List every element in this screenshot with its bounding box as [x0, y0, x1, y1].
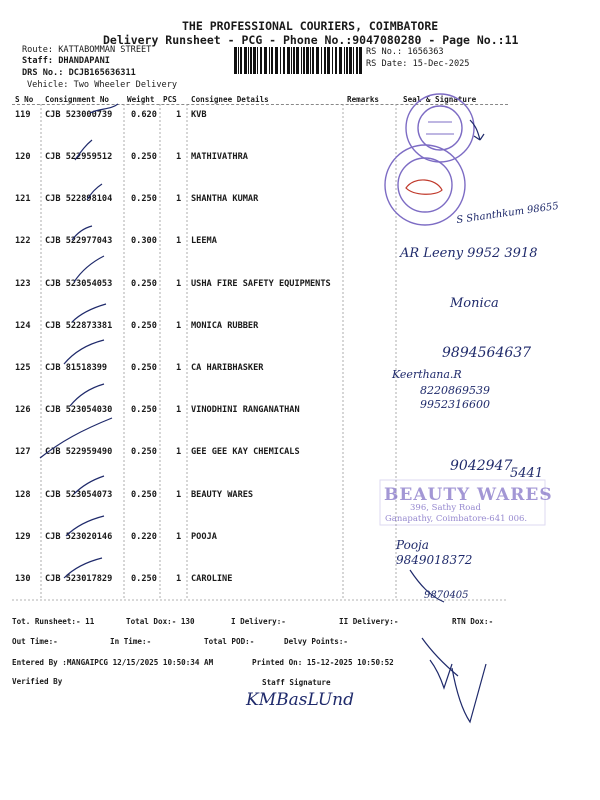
- col-consignee: Consignee Details: [191, 95, 269, 104]
- row-consignee: CA HARIBHASKER: [191, 363, 264, 373]
- signature-row-126b: 8220869539: [420, 384, 490, 397]
- row-consignee: BEAUTY WARES: [191, 490, 254, 500]
- entered-by: Entered By :MANGAIPCG 12/15/2025 10:50:34 AM: [12, 658, 214, 667]
- row-weight: 0.250: [131, 574, 157, 584]
- row-consignee: POOJA: [191, 532, 217, 542]
- row-weight: 0.220: [131, 532, 157, 542]
- row-pcs: 1: [176, 321, 182, 331]
- row-consignment: CJB 523054053: [45, 279, 113, 289]
- row-pcs: 1: [176, 363, 182, 373]
- row-consignment: CJB 523054073: [45, 490, 113, 500]
- row-sno: 125: [15, 363, 31, 373]
- signature-row-121: S Shanthkum 98655: [455, 200, 560, 227]
- row-consignee: MONICA RUBBER: [191, 321, 259, 331]
- signature-row-124: Monica: [450, 296, 499, 311]
- printed-on: Printed On: 15-12-2025 10:50:52: [252, 658, 394, 667]
- row-weight: 0.250: [131, 279, 157, 289]
- row-sno: 122: [15, 236, 31, 246]
- row-pcs: 1: [176, 279, 182, 289]
- total-dox: Total Dox:- 130: [126, 617, 195, 626]
- header-divider: [12, 104, 508, 105]
- row-weight: 0.250: [131, 490, 157, 500]
- signature-row-129a: Pooja: [396, 538, 429, 552]
- staff-signature: KMBasLUnd: [246, 690, 354, 710]
- staff-label: Staff: DHANDAPANI: [22, 56, 110, 66]
- row-pcs: 1: [176, 405, 182, 415]
- row-sno: 130: [15, 574, 31, 584]
- col-consignment: Consignment No: [45, 95, 110, 104]
- row-consignee: KVB: [191, 110, 207, 120]
- row-pcs: 1: [176, 574, 182, 584]
- route-label: Route: KATTABOMMAN STREET: [22, 45, 152, 55]
- signature-row-126c: 9952316600: [420, 398, 490, 411]
- row-consignee: MATHIVATHRA: [191, 152, 248, 162]
- row-weight: 0.250: [131, 363, 157, 373]
- vehicle-label: Vehicle: Two Wheeler Delivery: [27, 80, 178, 90]
- row-weight: 0.300: [131, 236, 157, 246]
- row-consignee: SHANTHA KUMAR: [191, 194, 259, 204]
- row-sno: 119: [15, 110, 31, 120]
- row-consignee: LEEMA: [191, 236, 217, 246]
- stamp-city: Ganapathy, Coimbatore-641 006.: [385, 514, 528, 524]
- delvy-points: Delvy Points:-: [284, 637, 349, 646]
- col-remarks: Remarks: [347, 95, 380, 104]
- row-consignee: GEE GEE KAY CHEMICALS: [191, 447, 300, 457]
- total-pod: Total POD:-: [204, 637, 255, 646]
- signature-row-130: 9870405: [424, 590, 469, 601]
- staff-signature-label: Staff Signature: [262, 678, 331, 687]
- row-consignee: CAROLINE: [191, 574, 233, 584]
- tot-runsheet: Tot. Runsheet:- 11: [12, 617, 95, 626]
- signature-row-125: 9894564637: [442, 345, 532, 361]
- row-sno: 128: [15, 490, 31, 500]
- page-title: THE PROFESSIONAL COURIERS, COIMBATORE: [182, 19, 439, 33]
- rtn-dox: RTN Dox:-: [452, 617, 494, 626]
- in-time: In Time:-: [110, 637, 152, 646]
- row-consignment: CJB 523054030: [45, 405, 113, 415]
- i-delivery: I Delivery:-: [231, 617, 286, 626]
- out-time: Out Time:-: [12, 637, 58, 646]
- row-pcs: 1: [176, 447, 182, 457]
- row-weight: 0.620: [131, 110, 157, 120]
- row-pcs: 1: [176, 236, 182, 246]
- rs-number: RS No.: 1656363: [366, 47, 444, 57]
- signature-row-122: AR Leeny 9952 3918: [400, 246, 538, 261]
- row-pcs: 1: [176, 532, 182, 542]
- col-seal-signature: Seal & Signature: [403, 95, 477, 104]
- row-consignment: CJB 522959512: [45, 152, 113, 162]
- row-consignment: CJB 81518399: [45, 363, 108, 373]
- row-sno: 121: [15, 194, 31, 204]
- row-pcs: 1: [176, 490, 182, 500]
- row-sno: 129: [15, 532, 31, 542]
- row-weight: 0.250: [131, 447, 157, 457]
- rs-date: RS Date: 15-Dec-2025: [366, 59, 470, 69]
- stamp-name: BEAUTY WARES: [384, 485, 553, 505]
- bank-seal: [385, 145, 465, 225]
- row-consignment: CJB 522898104: [45, 194, 113, 204]
- row-weight: 0.250: [131, 152, 157, 162]
- tick-marks: [40, 104, 118, 578]
- row-weight: 0.250: [131, 405, 157, 415]
- row-sno: 126: [15, 405, 31, 415]
- col-weight: Weight: [127, 95, 155, 104]
- col-pcs: PCS: [163, 95, 177, 104]
- row-consignment: CJB 523017829: [45, 574, 113, 584]
- row-pcs: 1: [176, 110, 182, 120]
- ii-delivery: II Delivery:-: [339, 617, 399, 626]
- row-consignment: CJB 523000739: [45, 110, 113, 120]
- signature-row-128: 5441: [510, 466, 544, 481]
- stamp-address: 396, Sathy Road: [410, 503, 481, 513]
- signature-row-126a: Keerthana.R: [392, 368, 462, 381]
- row-sno: 123: [15, 279, 31, 289]
- col-sno: S No: [15, 95, 34, 104]
- verified-by: Verified By: [12, 677, 63, 686]
- row-weight: 0.250: [131, 194, 157, 204]
- row-consignee: USHA FIRE SAFETY EQUIPMENTS: [191, 279, 331, 289]
- signature-row-129b: 9849018372: [396, 553, 473, 567]
- row-pcs: 1: [176, 194, 182, 204]
- row-sno: 124: [15, 321, 31, 331]
- page-subtitle: Delivery Runsheet - PCG - Phone No.:9047080280 - Page No.:11: [103, 33, 519, 47]
- row-consignment: CJB 522977043: [45, 236, 113, 246]
- row-consignee: VINODHINI RANGANATHAN: [191, 405, 300, 415]
- row-weight: 0.250: [131, 321, 157, 331]
- row-sno: 120: [15, 152, 31, 162]
- row-pcs: 1: [176, 152, 182, 162]
- row-consignment: CJB 522873381: [45, 321, 113, 331]
- row-sno: 127: [15, 447, 31, 457]
- drs-label: DRS No.: DCJB165636311: [22, 68, 136, 78]
- row-consignment: CJB 522959490: [45, 447, 113, 457]
- row-consignment: CJB 523020146: [45, 532, 113, 542]
- signature-row-127: 9042947: [450, 458, 513, 474]
